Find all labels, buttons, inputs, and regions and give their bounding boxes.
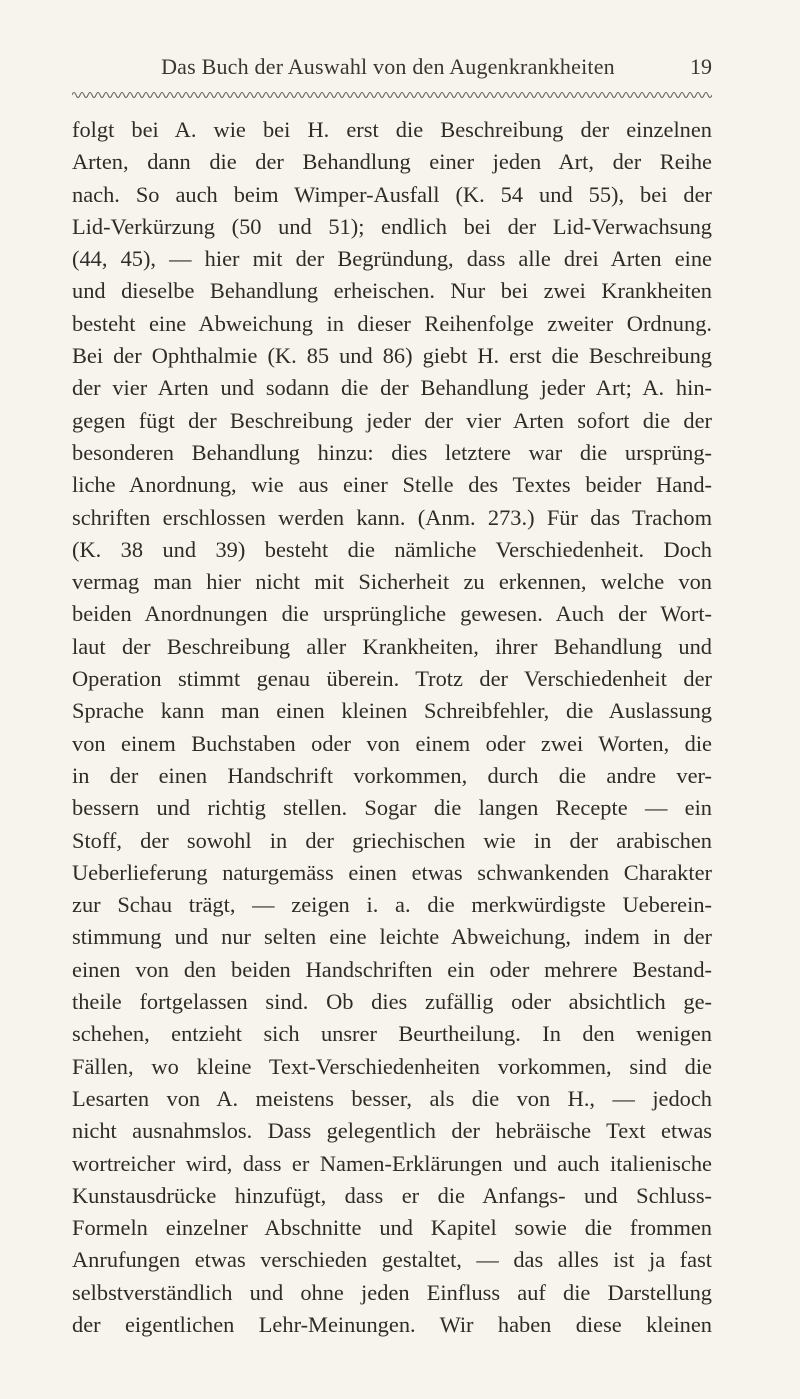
text-line: stimmung und nur selten eine leichte Abweichung, indem in der bbox=[72, 924, 712, 950]
text-line: Sprache kann man einen kleinen Schreibfehler, die Auslassung bbox=[72, 698, 712, 724]
text-line: zur Schau trägt, — zeigen i. a. die merkwürdigste Ueberein- bbox=[72, 892, 712, 918]
text-line: der eigentlichen Lehr-Meinungen. Wir haben diese kleinen bbox=[72, 1311, 712, 1337]
text-line: Ueberlieferung naturgemäss einen etwas schwankenden Charakter bbox=[72, 859, 712, 885]
text-line: in der einen Handschrift vorkommen, durch die andre ver- bbox=[72, 762, 712, 788]
text-line: bessern und richtig stellen. Sogar die langen Recepte — ein bbox=[72, 795, 712, 821]
text-line: selbstverständlich und ohne jeden Einfluss auf die Darstellung bbox=[72, 1279, 712, 1305]
decorative-wavy-rule bbox=[72, 88, 712, 102]
text-line: besteht eine Abweichung in dieser Reihenfolge zweiter Ordnung. bbox=[72, 310, 712, 336]
text-line: beiden Anordnungen die ursprüngliche gewesen. Auch der Wort- bbox=[72, 601, 712, 627]
text-line: laut der Beschreibung aller Krankheiten, ihrer Behandlung und bbox=[72, 633, 712, 659]
text-line: liche Anordnung, wie aus einer Stelle des Textes beider Hand- bbox=[72, 472, 712, 498]
text-line: schriften erschlossen werden kann. (Anm. 273.) Für das Trachom bbox=[72, 504, 712, 530]
text-line: theile fortgelassen sind. Ob dies zufällig oder absichtlich ge- bbox=[72, 989, 712, 1015]
text-line: Fällen, wo kleine Text-Verschiedenheiten vorkommen, sind die bbox=[72, 1053, 712, 1079]
text-line: von einem Buchstaben oder von einem oder zwei Worten, die bbox=[72, 730, 712, 756]
text-line: besonderen Behandlung hinzu: dies letztere war die ursprüng- bbox=[72, 439, 712, 465]
text-line: Bei der Ophthalmie (K. 85 und 86) giebt H. erst die Beschreibung bbox=[72, 343, 712, 369]
text-line: (44, 45), — hier mit der Begründung, dass alle drei Arten eine bbox=[72, 246, 712, 272]
text-line: Kunstausdrücke hinzufügt, dass er die Anfangs- und Schluss- bbox=[72, 1182, 712, 1208]
text-line: (K. 38 und 39) besteht die nämliche Verschiedenheit. Doch bbox=[72, 536, 712, 562]
text-line: und dieselbe Behandlung erheischen. Nur bei zwei Krankheiten bbox=[72, 278, 712, 304]
text-line: wortreicher wird, dass er Namen-Erklärungen und auch italienische bbox=[72, 1150, 712, 1176]
text-line: Formeln einzelner Abschnitte und Kapitel sowie die frommen bbox=[72, 1215, 712, 1241]
text-line: Stoff, der sowohl in der griechischen wie in der arabischen bbox=[72, 827, 712, 853]
page-number: 19 bbox=[690, 54, 712, 79]
text-line: Lesarten von A. meistens besser, als die von H., — jedoch bbox=[72, 1085, 712, 1111]
body-text bbox=[72, 114, 712, 1341]
text-line: Anrufungen etwas verschieden gestaltet, — das alles ist ja fast bbox=[72, 1247, 712, 1273]
text-line: Operation stimmt genau überein. Trotz der Verschiedenheit der bbox=[72, 666, 712, 692]
text-line: nach. So auch beim Wimper-Ausfall (K. 54 und 55), bei der bbox=[72, 181, 712, 207]
text-line: folgt bei A. wie bei H. erst die Beschreibung der einzelnen bbox=[72, 117, 712, 142]
text-line: vermag man hier nicht mit Sicherheit zu erkennen, welche von bbox=[72, 569, 712, 595]
text-line: Lid-Verkürzung (50 und 51); endlich bei der Lid-Verwachsung bbox=[72, 213, 712, 239]
text-line: schehen, entzieht sich unsrer Beurtheilung. In den wenigen bbox=[72, 1021, 712, 1047]
text-line: Arten, dann die der Behandlung einer jeden Art, der Reihe bbox=[72, 149, 712, 175]
text-line: nicht ausnahmslos. Dass gelegentlich der hebräische Text etwas bbox=[72, 1118, 712, 1144]
text-line: der vier Arten und sodann die der Behandlung jeder Art; A. hin- bbox=[72, 375, 712, 401]
text-line: gegen fügt der Beschreibung jeder der vier Arten sofort die der bbox=[72, 407, 712, 433]
text-line: einen von den beiden Handschriften ein oder mehrere Bestand- bbox=[72, 956, 712, 982]
running-title: Das Buch der Auswahl von den Augenkrankheiten bbox=[161, 54, 615, 79]
